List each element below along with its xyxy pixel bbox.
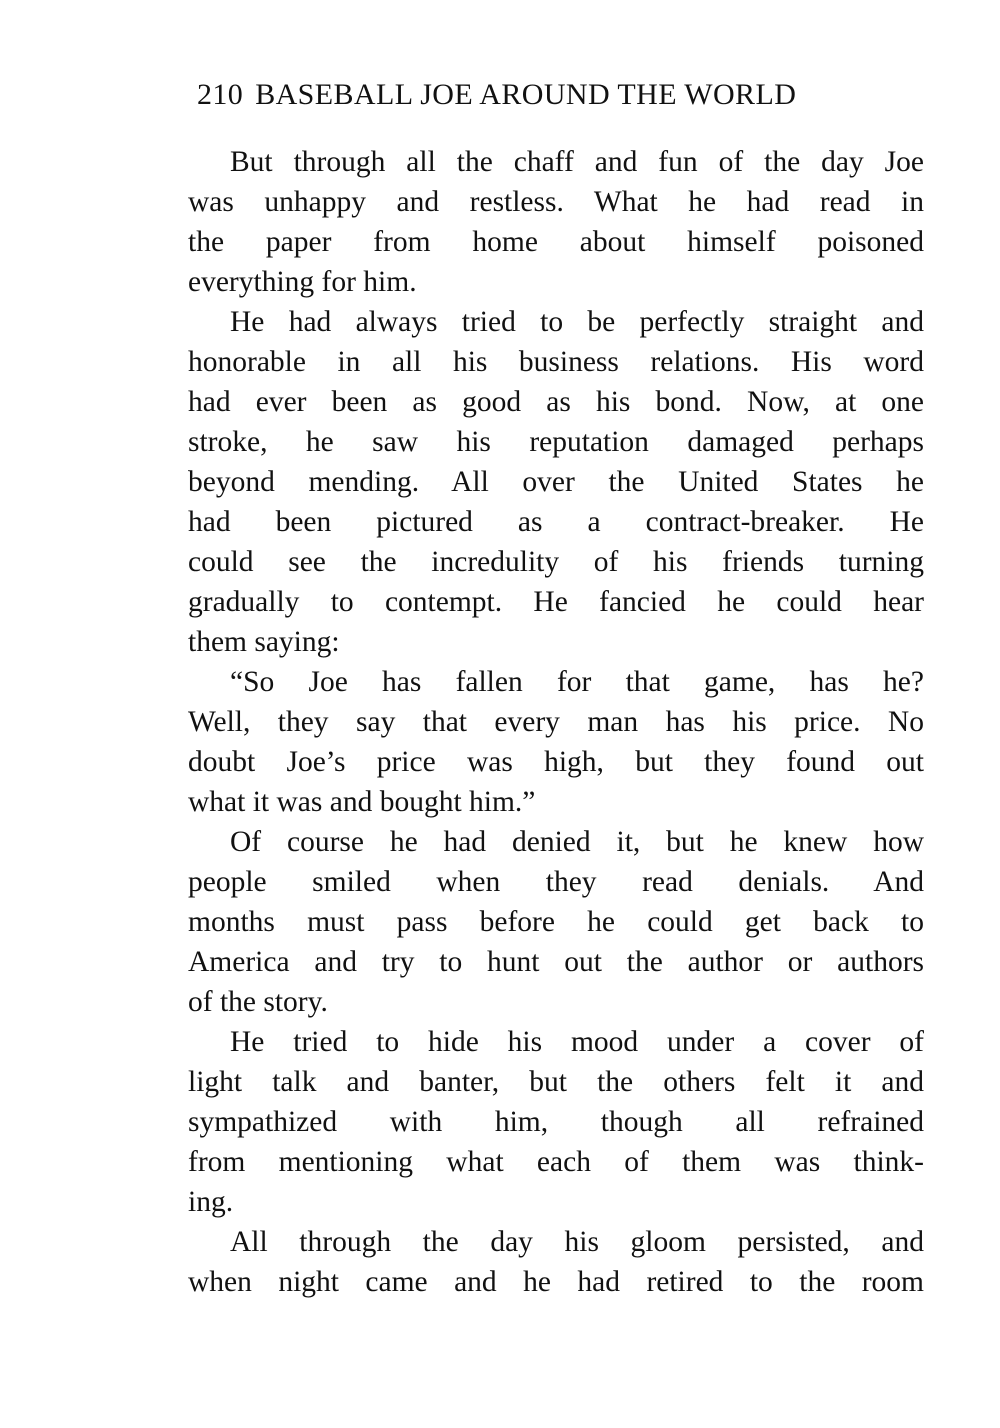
text-line: had been pictured as a contract-breaker. He: [188, 506, 924, 538]
text-line: was unhappy and restless. What he had read in: [188, 186, 924, 218]
text-line: “So Joe has fallen for that game, has he?: [230, 666, 924, 698]
text-line: stroke, he saw his reputation damaged perhaps: [188, 426, 924, 458]
text-line: had ever been as good as his bond. Now, at one: [188, 386, 924, 418]
text-line: Of course he had denied it, but he knew how: [230, 826, 924, 858]
running-title: BASEBALL JOE AROUND THE WORLD: [255, 78, 797, 111]
text-line: what it was and bought him.”: [188, 786, 536, 818]
text-line: the paper from home about himself poisoned: [188, 226, 924, 258]
paragraph: [188, 822, 924, 1022]
text-line: honorable in all his business relations. His word: [188, 346, 924, 378]
text-line: He tried to hide his mood under a cover of: [230, 1026, 924, 1058]
text-line: All through the day his gloom persisted, and: [230, 1226, 924, 1258]
paragraph: [188, 662, 924, 822]
paragraph: [188, 302, 924, 662]
text-line: sympathized with him, though all refrained: [188, 1106, 924, 1138]
text-line: of the story.: [188, 986, 328, 1018]
text-line: But through all the chaff and fun of the day Joe: [230, 146, 924, 178]
paragraph: [188, 142, 924, 302]
text-line: from mentioning what each of them was think-: [188, 1146, 924, 1178]
text-line: beyond mending. All over the United States he: [188, 466, 924, 498]
text-line: ing.: [188, 1186, 234, 1218]
text-line: people smiled when they read denials. And: [188, 866, 924, 898]
text-line: America and try to hunt out the author or authors: [188, 946, 924, 978]
text-line: He had always tried to be perfectly straight and: [230, 306, 924, 338]
page-number: 210: [197, 78, 244, 111]
body-text: [188, 142, 924, 1302]
text-line: light talk and banter, but the others felt it and: [188, 1066, 924, 1098]
text-line: them saying:: [188, 626, 340, 658]
text-line: doubt Joe’s price was high, but they found out: [188, 746, 924, 778]
text-line: could see the incredulity of his friends turning: [188, 546, 924, 578]
text-line: when night came and he had retired to the room: [188, 1266, 924, 1298]
text-line: Well, they say that every man has his price. No: [188, 706, 924, 738]
paragraph: [188, 1222, 924, 1302]
text-line: everything for him.: [188, 266, 417, 298]
text-line: gradually to contempt. He fancied he could hear: [188, 586, 924, 618]
running-head: [197, 76, 907, 114]
text-line: months must pass before he could get back to: [188, 906, 924, 938]
paragraph: [188, 1022, 924, 1222]
